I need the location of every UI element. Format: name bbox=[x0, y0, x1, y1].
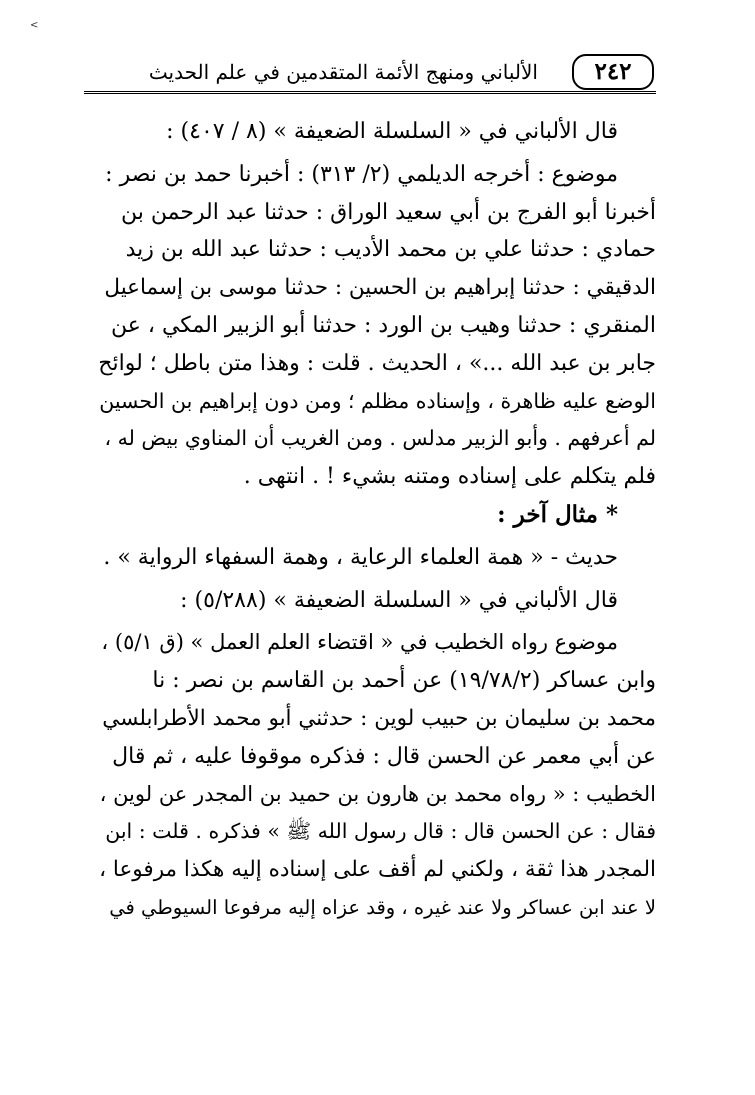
text-line: محمد بن سليمان بن حبيب لوين : حدثني أبو محمد الأطرابلسي bbox=[102, 705, 656, 731]
text-line: فقال : عن الحسن قال : قال رسول الله ﷺ » فذكره . قلت : ابن bbox=[105, 819, 656, 844]
text-line: جابر بن عبد الله ...» ، الحديث . قلت : وهذا متن باطل ؛ لوائح bbox=[98, 350, 656, 376]
text-line: لم أعرفهم . وأبو الزبير مدلس . ومن الغريب أن المناوي بيض له ، bbox=[104, 426, 656, 451]
running-title: الألباني ومنهج الأئمة المتقدمين في علم الحديث bbox=[148, 60, 538, 84]
text-line: عن أبي معمر عن الحسن قال : فذكره موقوفا عليه ، ثم قال bbox=[112, 743, 656, 769]
text-line: موضوع رواه الخطيب في « اقتضاء العلم العمل » (ق ٥/١) ، bbox=[101, 630, 618, 655]
page-number: ٢٤٢ bbox=[572, 54, 654, 90]
text-line: فلم يتكلم على إسناده ومتنه بشيء ! . انتهى . bbox=[243, 464, 656, 490]
text-line: حمادي : حدثنا علي بن محمد الأديب : حدثنا عبد الله بن زيد bbox=[125, 237, 656, 263]
text-line: موضوع : أخرجه الديلمي (٢/ ٣١٣) : أخبرنا حمد بن نصر : bbox=[105, 161, 618, 187]
text-line: المجدر هذا ثقة ، ولكني لم أقف على إسناده إليه هكذا مرفوعا ، bbox=[99, 857, 656, 883]
text-line: الدقيقي : حدثنا إبراهيم بن الحسين : حدثنا موسى بن إسماعيل bbox=[104, 275, 656, 301]
corner-mark: < bbox=[30, 20, 39, 31]
text-line: قال الألباني في « السلسلة الضعيفة » (٥/٢٨٨) : bbox=[180, 587, 618, 613]
body-text bbox=[96, 113, 656, 927]
text-line: أخبرنا أبو الفرج بن أبي سعيد الوراق : حدثنا عبد الرحمن بن bbox=[120, 199, 656, 225]
section-heading: * مثال آخر : bbox=[497, 500, 618, 528]
text-line: حديث - « همة العلماء الرعاية ، وهمة السفهاء الرواية » . bbox=[103, 544, 618, 570]
text-line: وابن عساكر (١٩/٧٨/٢) عن أحمد بن القاسم بن نصر : نا bbox=[152, 668, 656, 694]
text-line: الوضع عليه ظاهرة ، وإسناده مظلم ؛ ومن دون إبراهيم بن الحسين bbox=[99, 388, 656, 413]
text-line: الخطيب : « رواه محمد بن هارون بن حميد بن المجدر عن لوين ، bbox=[99, 781, 656, 806]
text-line: قال الألباني في « السلسلة الضعيفة » (٨ / ٤٠٧) : bbox=[166, 119, 618, 144]
text-line: لا عند ابن عساكر ولا عند غيره ، وقد عزاه إليه مرفوعا السيوطي في bbox=[109, 895, 656, 919]
text-line: المنقري : حدثنا وهيب بن الورد : حدثنا أبو الزبير المكي ، عن bbox=[110, 312, 656, 338]
page-header bbox=[84, 52, 656, 96]
header-rule bbox=[84, 91, 656, 94]
